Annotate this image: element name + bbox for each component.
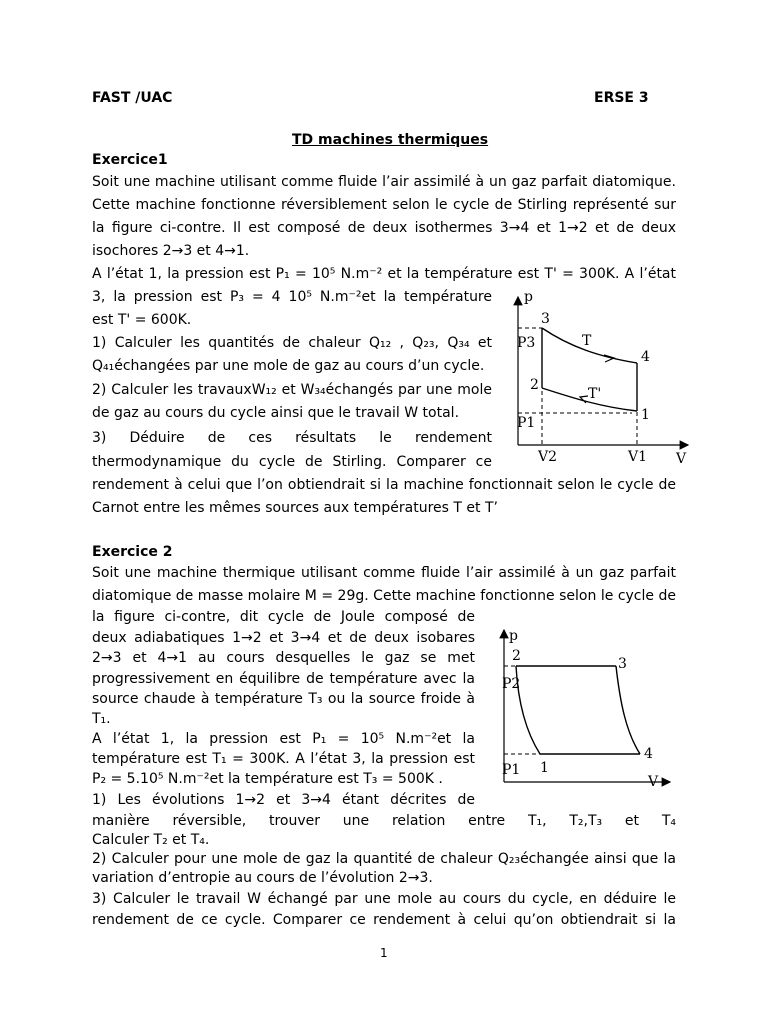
fig1-p1-label: P1 — [517, 415, 536, 431]
ex2-line: la figure ci-contre, dit cycle de Joule composé de — [92, 609, 475, 625]
fig2-point2: 2 — [512, 648, 521, 664]
ex1-question3-cont: thermodynamique du cycle de Stirling. Comparer ce — [92, 454, 492, 470]
ex1-question3: 3) Déduire de ces résultats le rendement — [92, 430, 492, 446]
fig1-p-label: p — [524, 289, 533, 305]
adiabatic-3-4 — [616, 666, 640, 754]
fig1-point4: 4 — [641, 349, 650, 365]
page-number: 1 — [380, 946, 388, 960]
ex2-question1: 1) Les évolutions 1→2 et 3→4 étant décrites de — [92, 792, 475, 808]
ex2-line: T₁. — [92, 711, 111, 727]
fig1-v1-label: V1 — [628, 449, 648, 465]
fig2-p-label: p — [509, 628, 518, 644]
ex1-line: 3, la pression est P₃ = 4 10⁵ N.m⁻²et la température — [92, 289, 492, 305]
ex2-line: température est T₁ = 300K. A l’état 3, la pression est — [92, 751, 475, 767]
ex1-line: A l’état 1, la pression est P₁ = 10⁵ N.m⁻² et la température est T' = 300K. A l’état — [92, 266, 676, 282]
fig1-point1: 1 — [641, 407, 650, 423]
document-title: TD machines thermiques — [292, 132, 489, 148]
ex2-line: P₂ = 5.10⁵ N.m⁻²et la température est T₃ = 500K . — [92, 771, 443, 787]
fig1-point2: 2 — [530, 377, 539, 393]
ex2-line: source chaude à température T₃ ou la source froide à — [92, 691, 475, 707]
fig2-point4: 4 — [644, 746, 653, 762]
header-left: FAST /UAC — [92, 90, 173, 106]
fig2-point1: 1 — [540, 760, 549, 776]
ex1-question2-cont: de gaz au cours du cycle ainsi que le travail W total. — [92, 405, 460, 421]
ex1-question2: 2) Calculer les travauxW₁₂ et W₃₄échangés par une mole — [92, 382, 492, 398]
fig1-v-label: V — [676, 451, 687, 467]
joule-cycle-diagram — [490, 622, 680, 790]
fig1-point3: 3 — [541, 311, 550, 327]
ex2-line: deux adiabatiques 1→2 et 3→4 et de deux isobares — [92, 630, 475, 646]
ex1-line: Cette machine fonctionne réversiblement selon le cycle de Stirling représenté sur — [92, 197, 676, 213]
ex1-line: la figure ci-contre. Il est composé de deux isothermes 3→4 et 1→2 et de deux — [92, 220, 676, 236]
ex1-question3-cont: rendement à celui que l’on obtiendrait si la machine fonctionnait selon le cycle de — [92, 477, 676, 493]
ex2-question2: 2) Calculer pour une mole de gaz la quantité de chaleur Q₂₃échangée ainsi que la — [92, 851, 676, 867]
ex2-question2-cont: variation d’entropie au cours de l’évolution 2→3. — [92, 870, 433, 886]
fig1-t-label: T — [582, 333, 592, 349]
fig1-tprime-label: T' — [588, 386, 602, 402]
fig2-p2-label: P2 — [502, 676, 521, 692]
ex1-line: est T' = 600K. — [92, 312, 192, 328]
ex1-question1-cont: Q₄₁échangées par une mole de gaz au cours d’un cycle. — [92, 358, 485, 374]
ex1-question3-cont: Carnot entre les mêmes sources aux températures T et T’ — [92, 500, 498, 516]
ex2-question3: 3) Calculer le travail W échangé par une mole au cours du cycle, en déduire le — [92, 891, 676, 907]
fig1-p3-label: P3 — [517, 335, 536, 351]
exercise2-heading: Exercice 2 — [92, 544, 173, 560]
ex2-line: 2→3 et 4→1 au cours desquelles le gaz se met — [92, 650, 475, 666]
ex2-line: A l’état 1, la pression est P₁ = 10⁵ N.m⁻²et la — [92, 731, 475, 747]
exercise1-heading: Exercice1 — [92, 152, 168, 168]
stirling-cycle-diagram — [500, 285, 700, 470]
ex1-line: Soit une machine utilisant comme fluide l’air assimilé à un gaz parfait diatomique. — [92, 174, 676, 190]
fig2-p1-label: P1 — [502, 762, 521, 778]
fig2-point3: 3 — [618, 656, 627, 672]
ex2-question3-cont: rendement de ce cycle. Comparer ce rendement à celui qu’on obtiendrait si la — [92, 912, 676, 928]
header-right: ERSE 3 — [594, 90, 649, 106]
ex2-question1-cont: Calculer T₂ et T₄. — [92, 832, 210, 848]
ex1-line: isochores 2→3 et 4→1. — [92, 243, 250, 259]
fig2-v-label: V — [648, 774, 659, 790]
ex2-line: progressivement en équilibre de température avec la — [92, 671, 475, 687]
ex2-line: Soit une machine thermique utilisant comme fluide l’air assimilé à un gaz parfait — [92, 565, 676, 581]
fig1-v2-label: V2 — [538, 449, 558, 465]
ex2-question1-cont: manière réversible, trouver une relation entre T₁, T₂,T₃ et T₄ — [92, 813, 676, 829]
ex1-question1: 1) Calculer les quantités de chaleur Q₁₂ , Q₂₃, Q₃₄ et — [92, 335, 492, 351]
ex2-line: diatomique de masse molaire M = 29g. Cette machine fonctionne selon le cycle de — [92, 588, 676, 604]
